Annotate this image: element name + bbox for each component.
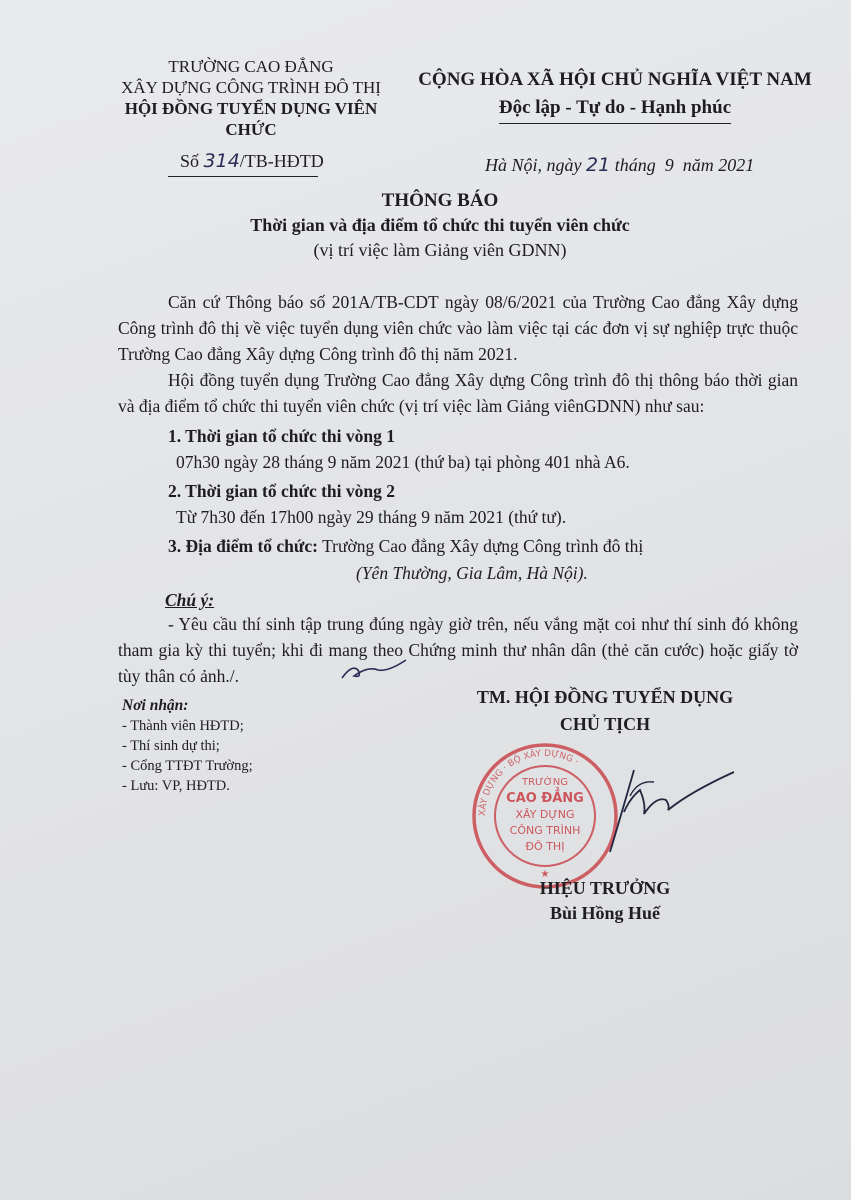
signature-role: CHỦ TỊCH <box>559 714 651 734</box>
recipient-item: - Cổng TTĐT Trường; <box>122 758 253 774</box>
reference-prefix: Số <box>180 151 200 171</box>
section-3-heading: 3. Địa điểm tổ chức: <box>168 536 318 556</box>
section-2-text: Từ 7h30 đến 17h00 ngày 29 tháng 9 năm 2021 (thứ tư). <box>176 507 567 527</box>
reference-handwritten-number: 314 <box>203 150 240 172</box>
stamp-line-2: CAO ĐẲNG <box>506 791 584 806</box>
date-place: Hà Nội, ngày <box>485 155 582 175</box>
note-heading: Chú ý: <box>165 590 215 610</box>
signer-position: HIỆU TRƯỞNG <box>539 878 671 898</box>
signer-block <box>470 876 740 926</box>
section-3 <box>168 533 643 559</box>
section-3-address: (Yên Thường, Gia Lâm, Hà Nội). <box>356 563 588 583</box>
notice-subtitle: Thời gian và địa điểm tổ chức thi tuyển viên chức <box>250 215 630 235</box>
issuer-line-2: XÂY DỰNG CÔNG TRÌNH ĐÔ THỊ <box>121 78 381 97</box>
signature-on-behalf: TM. HỘI ĐỒNG TUYỂN DỤNG <box>476 687 734 707</box>
issuer-underline <box>168 176 318 177</box>
notice-title-block <box>140 188 740 263</box>
stamp-ring-text: XÂY DỰNG · BỘ XÂY DỰNG · <box>477 748 581 817</box>
section-1-heading: 1. Thời gian tổ chức thi vòng 1 <box>168 426 395 446</box>
official-stamp <box>470 741 620 891</box>
notice-position-note: (vị trí việc làm Giảng viên GDNN) <box>313 240 567 260</box>
signature-title <box>440 684 770 738</box>
stamp-star: ★ <box>540 869 550 880</box>
issuer-line-3: HỘI ĐỒNG TUYỂN DỤNG VIÊN CHỨC <box>124 99 378 139</box>
handwritten-signature <box>600 752 740 862</box>
initials-flourish <box>338 656 410 686</box>
section-1-text: 07h30 ngày 28 tháng 9 năm 2021 (thứ ba) tại phòng 401 nhà A6. <box>176 452 630 472</box>
issue-date <box>485 154 754 176</box>
national-header <box>415 66 815 124</box>
section-3-text: Trường Cao đẳng Xây dựng Công trình đô thị <box>322 536 644 556</box>
recipients-heading: Nơi nhận: <box>122 697 189 714</box>
recipient-item: - Lưu: VP, HĐTD. <box>122 778 230 794</box>
section-2-heading: 2. Thời gian tổ chức thi vòng 2 <box>168 481 395 501</box>
date-rest: tháng 9 năm 2021 <box>614 155 755 175</box>
country-name: CỘNG HÒA XÃ HỘI CHỦ NGHĨA VIỆT NAM <box>418 69 812 90</box>
issuer-header <box>98 56 404 140</box>
recipient-item: - Thành viên HĐTD; <box>122 718 244 734</box>
stamp-line-4: CÔNG TRÌNH <box>509 824 581 837</box>
stamp-line-3: XÂY DỰNG <box>515 808 575 821</box>
issuer-line-1: TRƯỜNG CAO ĐẲNG <box>168 57 334 76</box>
signer-name: Bùi Hồng Huế <box>549 903 661 923</box>
note-text: - Yêu cầu thí sinh tập trung đúng ngày giờ trên, nếu vắng mặt coi như thí sinh đó không tham gia kỳ thi tuyển; khi đi mang theo Chứng minh thư nhân dân (thẻ căn cước) hoặc giấy tờ tùy thân có ảnh./. <box>118 614 798 686</box>
reference-number <box>180 150 324 172</box>
date-handwritten-day: 21 <box>586 154 611 176</box>
body-paragraph-1: Căn cứ Thông báo số 201A/TB-CDT ngày 08/6/2021 của Trường Cao đẳng Xây dựng Công trình đô thị về việc tuyển dụng viên chức vào làm việc tại các đơn vị sự nghiệp trực thuộc Trường Cao đẳng Xây dựng Công trình đô thị năm 2021. <box>118 292 798 364</box>
national-motto: Độc lập - Tự do - Hạnh phúc <box>499 94 731 124</box>
notice-title: THÔNG BÁO <box>381 190 499 211</box>
stamp-line-5: ĐÔ THỊ <box>525 840 565 853</box>
stamp-line-1: TRƯỜNG <box>522 777 568 788</box>
body-paragraph-2: Hội đồng tuyển dụng Trường Cao đẳng Xây dựng Công trình đô thị thông báo thời gian và địa điểm tổ chức thi tuyển viên chức (vị trí việc làm Giảng viênGDNN) như sau: <box>118 370 798 416</box>
recipient-item: - Thí sinh dự thi; <box>122 738 220 754</box>
reference-suffix: /TB-HĐTD <box>239 151 324 171</box>
recipients-list <box>122 696 372 796</box>
